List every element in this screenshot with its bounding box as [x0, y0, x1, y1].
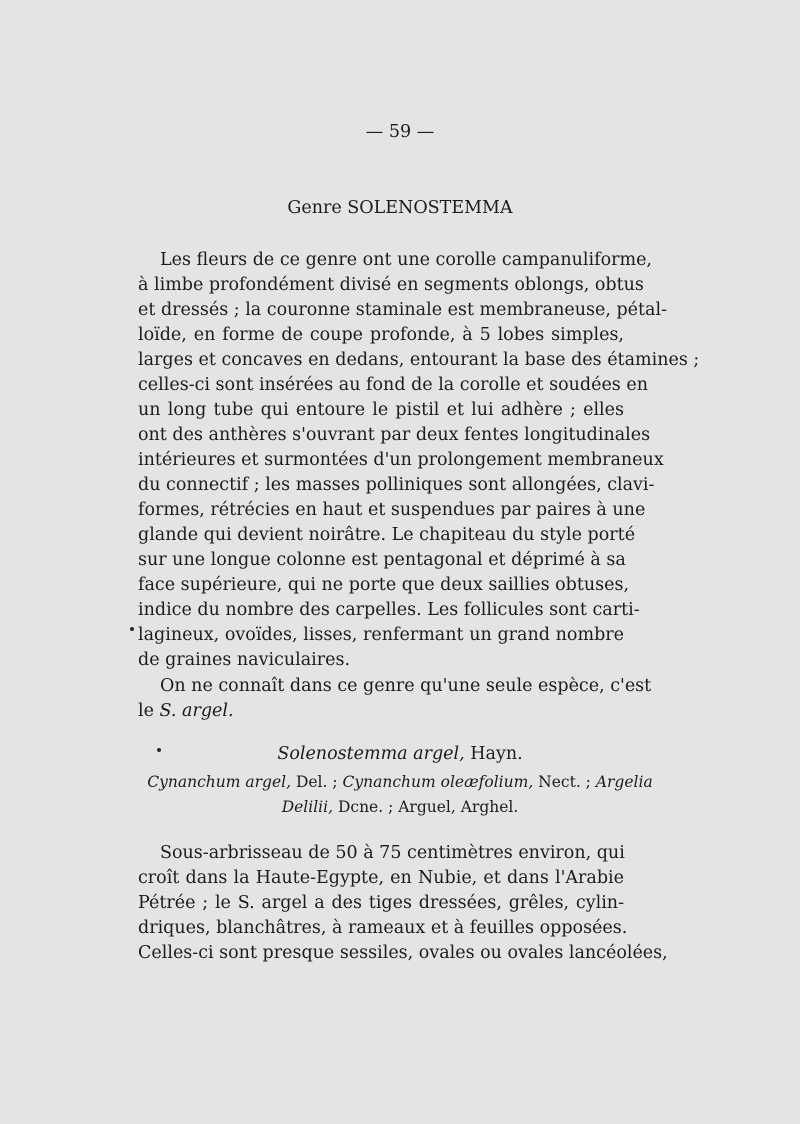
paragraph-3-line: driques, blanchâtres, à rameaux et à feuilles opposées. [138, 918, 628, 938]
synonym-segment: Cynanchum argel, [147, 773, 292, 791]
paragraph-1-line: loïde, en forme de coupe profonde, à 5 lobes simples, [138, 325, 624, 345]
paragraph-1-line: sur une longue colonne est pentagonal et déprimé à sa [138, 550, 626, 570]
species-heading: Solenostemma argel, Hayn. [277, 744, 523, 764]
synonym-segment: Argelia [595, 773, 653, 791]
paragraph-3-line: Pétrée ; le S. argel a des tiges dressées, grêles, cylin- [138, 893, 624, 913]
paragraph-3-line: Sous-arbrisseau de 50 à 75 centimètres environ, qui [160, 843, 625, 863]
synonym-segment: Delilii, [281, 798, 334, 816]
synonym-segment: Del. ; [291, 773, 343, 791]
paragraph-1-line: formes, rétrécies en haut et suspendues par paires à une [138, 500, 646, 520]
paragraph-1-line: face supérieure, qui ne porte que deux saillies obtuses, [138, 575, 630, 595]
synonym-segment: Cynanchum oleæfolium, [342, 773, 534, 791]
genus-heading: Genre SOLENOSTEMMA [287, 198, 513, 218]
paragraph-3-line: croît dans la Haute-Egypte, en Nubie, et dans l'Arabie [138, 868, 624, 888]
synonyms-line [0, 795, 800, 819]
synonym-segment: Nect. ; [533, 773, 596, 791]
paragraph-1-line: glande qui devient noirâtre. Le chapiteau du style porté [138, 525, 636, 545]
synonyms-line [0, 770, 800, 794]
paragraph-1-line: ont des anthères s'ouvrant par deux fentes longitudinales [138, 425, 651, 445]
paragraph-2-last-line: le S. argel. [138, 701, 234, 721]
synonym-segment: Dcne. ; Arguel, Arghel. [333, 798, 519, 816]
paragraph-1-line: larges et concaves en dedans, entourant la base des étamines ; [138, 350, 700, 370]
paragraph-1-line: du connectif ; les masses polliniques sont allongées, clavi- [138, 475, 655, 495]
paragraph-1-line: indice du nombre des carpelles. Les follicules sont carti- [138, 600, 640, 620]
page-number: — 59 — [365, 122, 435, 142]
paragraph-1-line: à limbe profondément divisé en segments oblongs, obtus [138, 275, 644, 295]
paragraph-1-line: Les fleurs de ce genre ont une corolle campanuliforme, [160, 250, 652, 270]
paragraph-1-line: intérieures et surmontées d'un prolongement membraneux [138, 450, 664, 470]
paragraph-3-line: Celles-ci sont presque sessiles, ovales ou ovales lancéolées, [138, 943, 668, 963]
paragraph-1-line: lagineux, ovoïdes, lisses, renfermant un grand nombre [138, 625, 624, 645]
paragraph-1-line: un long tube qui entoure le pistil et lui adhère ; elles [138, 400, 624, 420]
ink-dot [130, 627, 134, 631]
paragraph-2-line: On ne connaît dans ce genre qu'une seule espèce, c'est [160, 676, 652, 696]
species-reference: S. argel. [159, 701, 234, 721]
paragraph-1-line: de graines naviculaires. [138, 650, 351, 670]
paragraph-1-line: celles-ci sont insérées au fond de la corolle et soudées en [138, 375, 648, 395]
paragraph-1-line: et dressés ; la couronne staminale est membraneuse, pétal- [138, 300, 667, 320]
